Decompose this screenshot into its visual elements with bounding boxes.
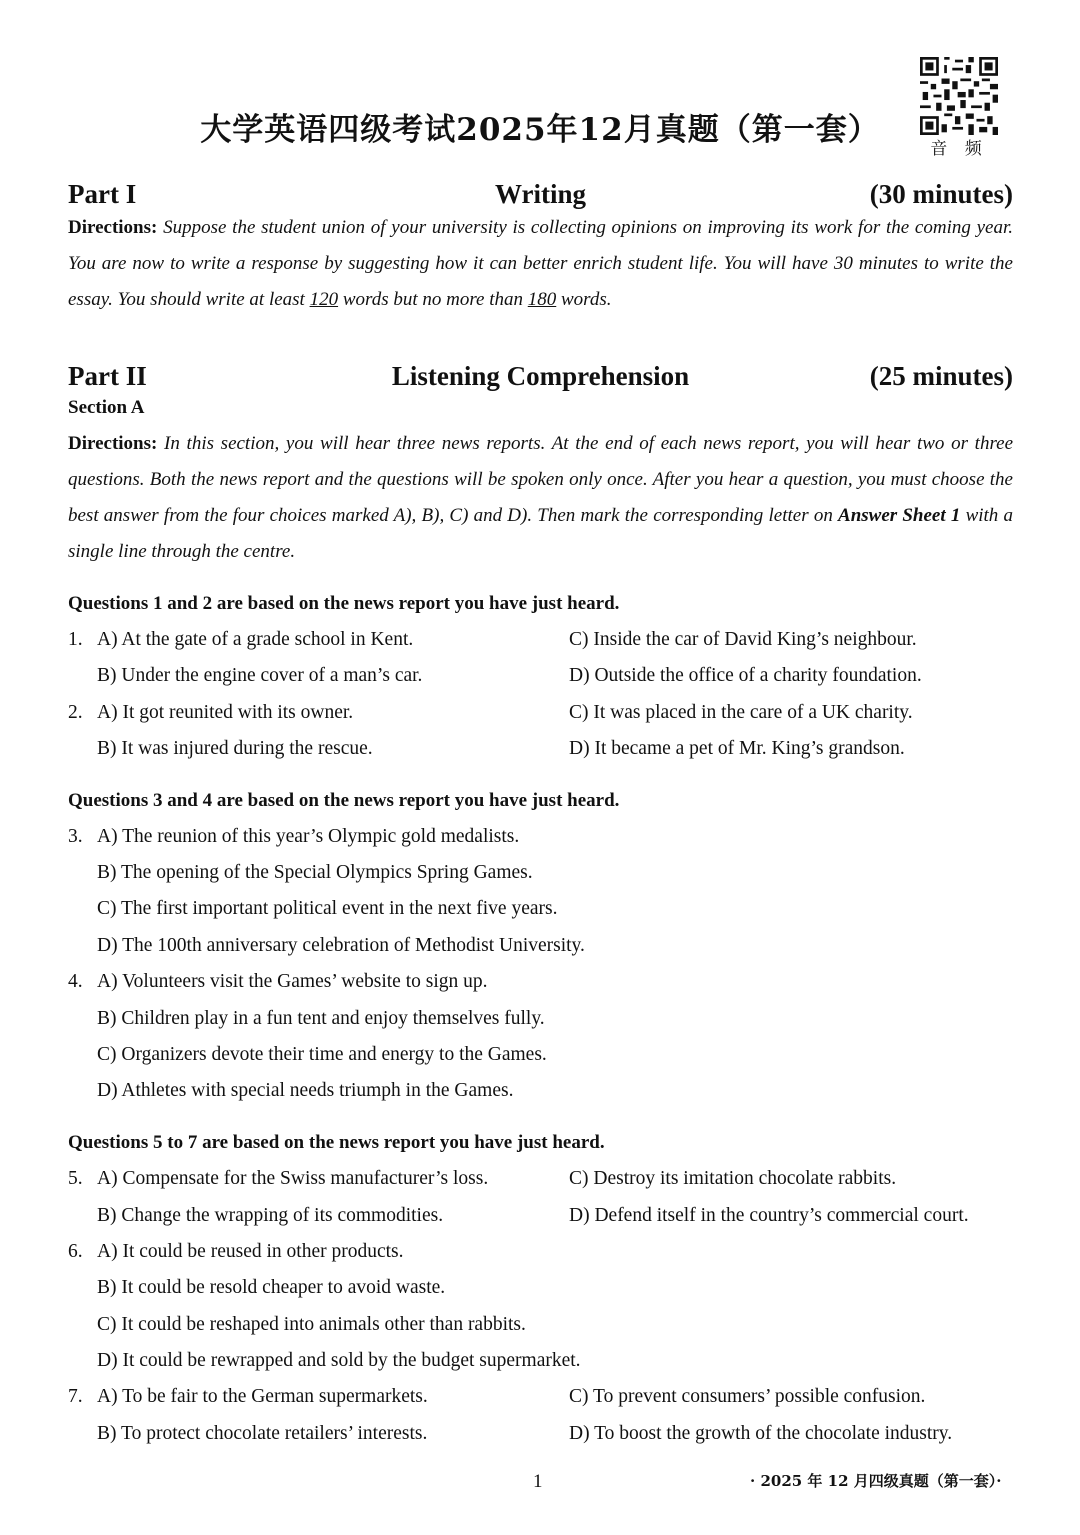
option-d: D) To boost the growth of the chocolate industry. (569, 1423, 953, 1444)
option-d: D) It became a pet of Mr. King’s grandson. (569, 738, 905, 759)
answer-sheet-ref: Answer Sheet 1 (838, 505, 961, 526)
question-number: 4. (68, 971, 83, 992)
part1-header (68, 179, 1013, 211)
part1-time: (30 minutes) (869, 179, 1013, 209)
qr-audio-label: 音 频 (930, 139, 988, 159)
directions-text: Suppose the student union of your university is collecting opinions on improving its work for the coming year. You are now to write a response by suggesting how it can better enrich student life. You will have 30 minutes to write the essay. You should write at least (68, 217, 1013, 310)
option-c: C) Organizers devote their time and energy to the Games. (97, 1044, 547, 1065)
part2-directions (68, 426, 1013, 570)
question-number: 2. (68, 702, 83, 723)
directions-text: words but no more than (338, 289, 528, 310)
question-number: 1. (68, 629, 83, 650)
option-b: B) Change the wrapping of its commodities. (97, 1205, 444, 1226)
question-number: 3. (68, 826, 83, 847)
part1-directions (68, 210, 1013, 318)
running-title: · 2025 年 12 月四级真题（第一套）· (750, 1472, 1002, 1490)
option-c: C) Destroy its imitation chocolate rabbits. (569, 1168, 897, 1189)
option-b: B) Children play in a fun tent and enjoy themselves fully. (97, 1008, 545, 1029)
page-title: 大学英语四级考试2025年12月真题（第一套） (200, 112, 880, 148)
option-b: B) Under the engine cover of a man’s car. (97, 665, 423, 686)
max-words: 180 (527, 289, 557, 310)
question-group-heading: Questions 3 and 4 are based on the news report you have just heard. (68, 790, 620, 811)
option-a: A) It got reunited with its owner. (97, 702, 354, 723)
option-a: A) At the gate of a grade school in Kent. (97, 629, 414, 650)
part2-title: Listening Comprehension (391, 361, 690, 391)
option-a: A) It could be reused in other products. (97, 1241, 404, 1262)
qr-code-icon (920, 57, 998, 135)
question-number: 7. (68, 1386, 83, 1407)
part2-header (68, 361, 1013, 393)
part2-number: Part II (68, 361, 147, 391)
option-b: B) It could be resold cheaper to avoid waste. (97, 1277, 446, 1298)
question-group-heading: Questions 1 and 2 are based on the news report you have just heard. (68, 593, 620, 614)
directions-label: Directions: (68, 217, 158, 238)
question-group-heading: Questions 5 to 7 are based on the news report you have just heard. (68, 1132, 605, 1153)
part2-time: (25 minutes) (869, 361, 1013, 391)
option-d: D) Outside the office of a charity foundation. (569, 665, 922, 686)
page-number: 1 (533, 1471, 543, 1492)
option-c: C) It could be reshaped into animals other than rabbits. (97, 1314, 526, 1335)
directions-text: In this section, you will hear three news reports. At the end of each news report, you will hear two or three questions. Both the news report and the questions will be spoken only once. After you hear a question, you must choose the best answer from the four choices marked A), B), C) and D). Then mark the corresponding letter on (68, 433, 1013, 526)
option-b: B) The opening of the Special Olympics Spring Games. (97, 862, 533, 883)
option-d: D) Defend itself in the country’s commercial court. (569, 1205, 969, 1226)
directions-text: with a single line through the centre. (68, 505, 1014, 562)
option-a: A) The reunion of this year’s Olympic gold medalists. (97, 826, 520, 847)
option-d: D) Athletes with special needs triumph in the Games. (97, 1080, 514, 1101)
option-c: C) To prevent consumers’ possible confusion. (569, 1386, 926, 1407)
option-d: D) It could be rewrapped and sold by the budget supermarket. (97, 1350, 581, 1371)
part1-title: Writing (494, 179, 586, 209)
part1-number: Part I (68, 179, 137, 209)
question-number: 6. (68, 1241, 83, 1262)
option-c: C) The first important political event in the next five years. (97, 898, 558, 919)
option-b: B) It was injured during the rescue. (97, 738, 373, 759)
option-a: A) Compensate for the Swiss manufacturer’s loss. (97, 1168, 489, 1189)
option-b: B) To protect chocolate retailers’ interests. (97, 1423, 428, 1444)
question-number: 5. (68, 1168, 83, 1189)
section-a-label: Section A (68, 397, 145, 418)
option-d: D) The 100th anniversary celebration of Methodist University. (97, 935, 585, 956)
min-words: 120 (309, 289, 339, 310)
directions-text: words. (556, 289, 612, 310)
option-c: C) It was placed in the care of a UK charity. (569, 702, 913, 723)
directions-label: Directions: (68, 433, 158, 454)
option-c: C) Inside the car of David King’s neighbour. (569, 629, 917, 650)
option-a: A) To be fair to the German supermarkets. (97, 1386, 428, 1407)
option-a: A) Volunteers visit the Games’ website to sign up. (97, 971, 488, 992)
